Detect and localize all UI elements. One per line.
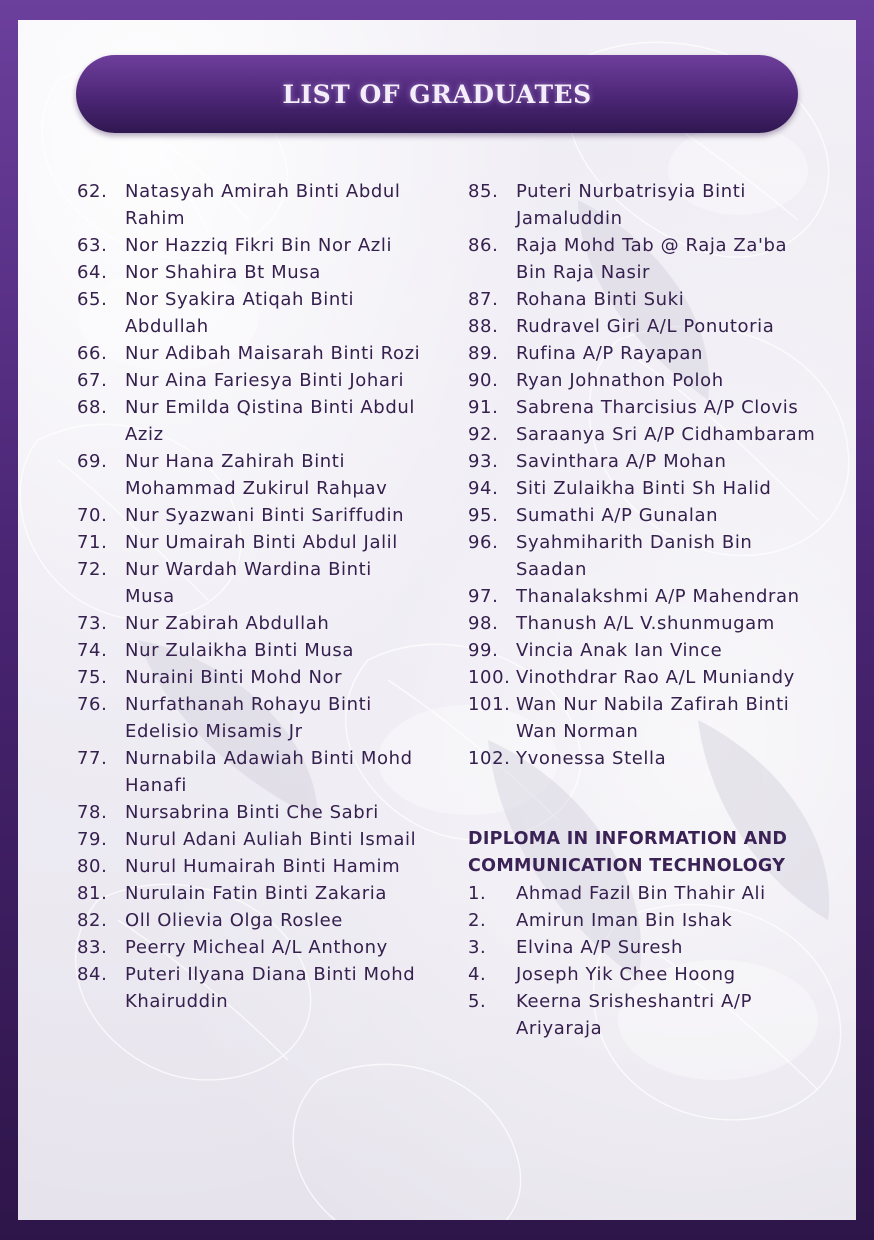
list-item-number: 88. — [468, 316, 499, 337]
list-item-name: Nor Hazziq Fikri Bin Nor Azli — [125, 235, 393, 256]
list-item-name: Sabrena Tharcisius A/P Clovis — [516, 397, 799, 418]
list-item-name: Nur Syazwani Binti Sariffudin — [125, 505, 405, 526]
list-item-number: 101. — [468, 694, 511, 715]
list-item-name: Nor Syakira Atiqah Binti Abdullah — [125, 289, 355, 337]
list-item — [77, 556, 422, 610]
content-panel — [18, 20, 856, 1220]
list-item — [77, 259, 422, 286]
list-item — [77, 745, 422, 799]
list-item — [77, 826, 422, 853]
list-item — [468, 745, 818, 772]
list-item-number: 65. — [77, 289, 108, 310]
page-title: LIST OF GRADUATES — [282, 79, 592, 109]
list-item-name: Syahmiharith Danish Bin Saadan — [516, 532, 753, 580]
list-item-number: 85. — [468, 181, 499, 202]
list-item — [468, 637, 818, 664]
list-item-name: Peerry Micheal A/L Anthony — [125, 937, 388, 958]
list-item-number: 63. — [77, 235, 108, 256]
list-item-name: Nur Wardah Wardina Binti Musa — [125, 559, 372, 607]
list-item — [77, 664, 422, 691]
list-item-name: Rufina A/P Rayapan — [516, 343, 704, 364]
list-item — [468, 448, 818, 475]
list-item-name: Rohana Binti Suki — [516, 289, 685, 310]
list-item-number: 71. — [77, 532, 108, 553]
list-item-number: 91. — [468, 397, 499, 418]
list-item-name: Nurfathanah Rohayu Binti Edelisio Misamis Jr — [125, 694, 372, 742]
list-item — [468, 475, 818, 502]
list-item-number: 92. — [468, 424, 499, 445]
list-item-number: 87. — [468, 289, 499, 310]
list-item-name: Vinothdrar Rao A/L Muniandy — [516, 667, 795, 688]
list-item-number: 2. — [468, 910, 487, 931]
list-item-name: Ahmad Fazil Bin Thahir Ali — [516, 883, 766, 904]
list-item-name: Nuraini Binti Mohd Nor — [125, 667, 343, 688]
list-item — [77, 907, 422, 934]
list-item — [77, 340, 422, 367]
list-item-number: 98. — [468, 613, 499, 634]
list-item-name: Elvina A/P Suresh — [516, 937, 684, 958]
list-item-name: Joseph Yik Chee Hoong — [516, 964, 736, 985]
list-item-name: Oll Olievia Olga Roslee — [125, 910, 343, 931]
list-item-number: 72. — [77, 559, 108, 580]
list-item-number: 96. — [468, 532, 499, 553]
list-item-name: Yvonessa Stella — [516, 748, 667, 769]
list-item-number: 93. — [468, 451, 499, 472]
list-item — [468, 691, 818, 745]
list-item — [77, 394, 422, 448]
list-item — [77, 799, 422, 826]
list-item — [77, 286, 422, 340]
list-item — [77, 502, 422, 529]
list-item — [77, 448, 422, 502]
list-item-number: 70. — [77, 505, 108, 526]
list-item — [468, 286, 818, 313]
title-banner — [76, 55, 798, 133]
list-item-number: 3. — [468, 937, 487, 958]
list-item-number: 62. — [77, 181, 108, 202]
list-item-name: Puteri Ilyana Diana Binti Mohd Khairuddin — [125, 964, 416, 1012]
list-item-name: Nurnabila Adawiah Binti Mohd Hanafi — [125, 748, 413, 796]
list-item-name: Nur Umairah Binti Abdul Jalil — [125, 532, 398, 553]
list-item-number: 77. — [77, 748, 108, 769]
list-item-number: 69. — [77, 451, 108, 472]
list-item — [77, 232, 422, 259]
list-item-number: 73. — [77, 613, 108, 634]
list-item-number: 94. — [468, 478, 499, 499]
list-item-name: Ryan Johnathon Poloh — [516, 370, 724, 391]
list-item-number: 99. — [468, 640, 499, 661]
list-item — [468, 502, 818, 529]
list-item-number: 5. — [468, 991, 487, 1012]
list-item-number: 75. — [77, 667, 108, 688]
list-item — [77, 853, 422, 880]
section-heading: DIPLOMA IN INFORMATION AND COMMUNICATION TECHNOLOGY — [468, 829, 788, 876]
list-item-number: 81. — [77, 883, 108, 904]
list-item-number: 84. — [77, 964, 108, 985]
list-item — [77, 529, 422, 556]
list-item — [468, 664, 818, 691]
list-item-number: 64. — [77, 262, 108, 283]
list-item-name: Puteri Nurbatrisyia Binti Jamaluddin — [516, 181, 746, 229]
list-item-number: 66. — [77, 343, 108, 364]
list-item-name: Thanush A/L V.shunmugam — [516, 613, 775, 634]
list-item-name: Natasyah Amirah Binti Abdul Rahim — [125, 181, 401, 229]
list-item — [468, 961, 818, 988]
list-item — [468, 529, 818, 583]
list-item-number: 86. — [468, 235, 499, 256]
list-item-name: Nur Hana Zahirah Binti Mohammad Zukirul Rahμav — [125, 451, 388, 499]
list-item — [468, 988, 818, 1042]
list-item-name: Sumathi A/P Gunalan — [516, 505, 719, 526]
list-item — [468, 340, 818, 367]
list-item-name: Nurul Humairah Binti Hamim — [125, 856, 401, 877]
list-item-name: Nurulain Fatin Binti Zakaria — [125, 883, 388, 904]
list-item-number: 90. — [468, 370, 499, 391]
list-item-number: 80. — [77, 856, 108, 877]
list-item — [77, 367, 422, 394]
list-item-name: Nur Adibah Maisarah Binti Rozi — [125, 343, 421, 364]
list-item-number: 83. — [77, 937, 108, 958]
list-item-name: Wan Nur Nabila Zafirah Binti Wan Norman — [516, 694, 790, 742]
list-item-name: Nur Aina Fariesya Binti Johari — [125, 370, 405, 391]
list-item-number: 1. — [468, 883, 487, 904]
list-item-name: Nur Zabirah Abdullah — [125, 613, 330, 634]
list-item — [468, 232, 818, 286]
list-item-number: 100. — [468, 667, 511, 688]
list-item — [468, 880, 818, 907]
list-item — [468, 178, 818, 232]
list-item — [468, 934, 818, 961]
list-item — [468, 907, 818, 934]
list-item — [77, 637, 422, 664]
list-item-number: 67. — [77, 370, 108, 391]
list-item — [468, 610, 818, 637]
list-item — [77, 961, 422, 1015]
list-item-name: Thanalakshmi A/P Mahendran — [516, 586, 800, 607]
list-item — [77, 178, 422, 232]
list-item-number: 82. — [77, 910, 108, 931]
list-item — [77, 880, 422, 907]
list-item-name: Siti Zulaikha Binti Sh Halid — [516, 478, 772, 499]
list-item-number: 68. — [77, 397, 108, 418]
list-item — [468, 583, 818, 610]
list-item — [468, 394, 818, 421]
list-item — [468, 313, 818, 340]
list-item-number: 97. — [468, 586, 499, 607]
list-item-name: Rudravel Giri A/L Ponutoria — [516, 316, 775, 337]
list-item-name: Saraanya Sri A/P Cidhambaram — [516, 424, 816, 445]
list-item-number: 74. — [77, 640, 108, 661]
list-item — [77, 610, 422, 637]
list-item-name: Nurul Adani Auliah Binti Ismail — [125, 829, 417, 850]
list-item — [468, 367, 818, 394]
list-item-name: Keerna Srisheshantri A/P Ariyaraja — [516, 991, 753, 1039]
list-item — [468, 421, 818, 448]
list-item-name: Amirun Iman Bin Ishak — [516, 910, 733, 931]
list-item-number: 95. — [468, 505, 499, 526]
list-item-name: Vincia Anak Ian Vince — [516, 640, 723, 661]
list-item-number: 89. — [468, 343, 499, 364]
list-item — [77, 691, 422, 745]
list-item-name: Nur Zulaikha Binti Musa — [125, 640, 355, 661]
list-item — [77, 934, 422, 961]
list-item-number: 4. — [468, 964, 487, 985]
list-item-name: Nor Shahira Bt Musa — [125, 262, 321, 283]
list-item-number: 79. — [77, 829, 108, 850]
list-item-number: 76. — [77, 694, 108, 715]
list-item-number: 78. — [77, 802, 108, 823]
diploma-graduates-list — [468, 880, 818, 1042]
list-item-name: Savinthara A/P Mohan — [516, 451, 727, 472]
list-item-name: Raja Mohd Tab @ Raja Za'ba Bin Raja Nasir — [516, 235, 788, 283]
list-item-name: Nur Emilda Qistina Binti Abdul Aziz — [125, 397, 415, 445]
list-item-number: 102. — [468, 748, 511, 769]
graduates-list-left — [77, 178, 422, 1015]
graduates-column-right — [468, 178, 818, 1042]
list-item-name: Nursabrina Binti Che Sabri — [125, 802, 379, 823]
graduates-list-right — [468, 178, 818, 772]
